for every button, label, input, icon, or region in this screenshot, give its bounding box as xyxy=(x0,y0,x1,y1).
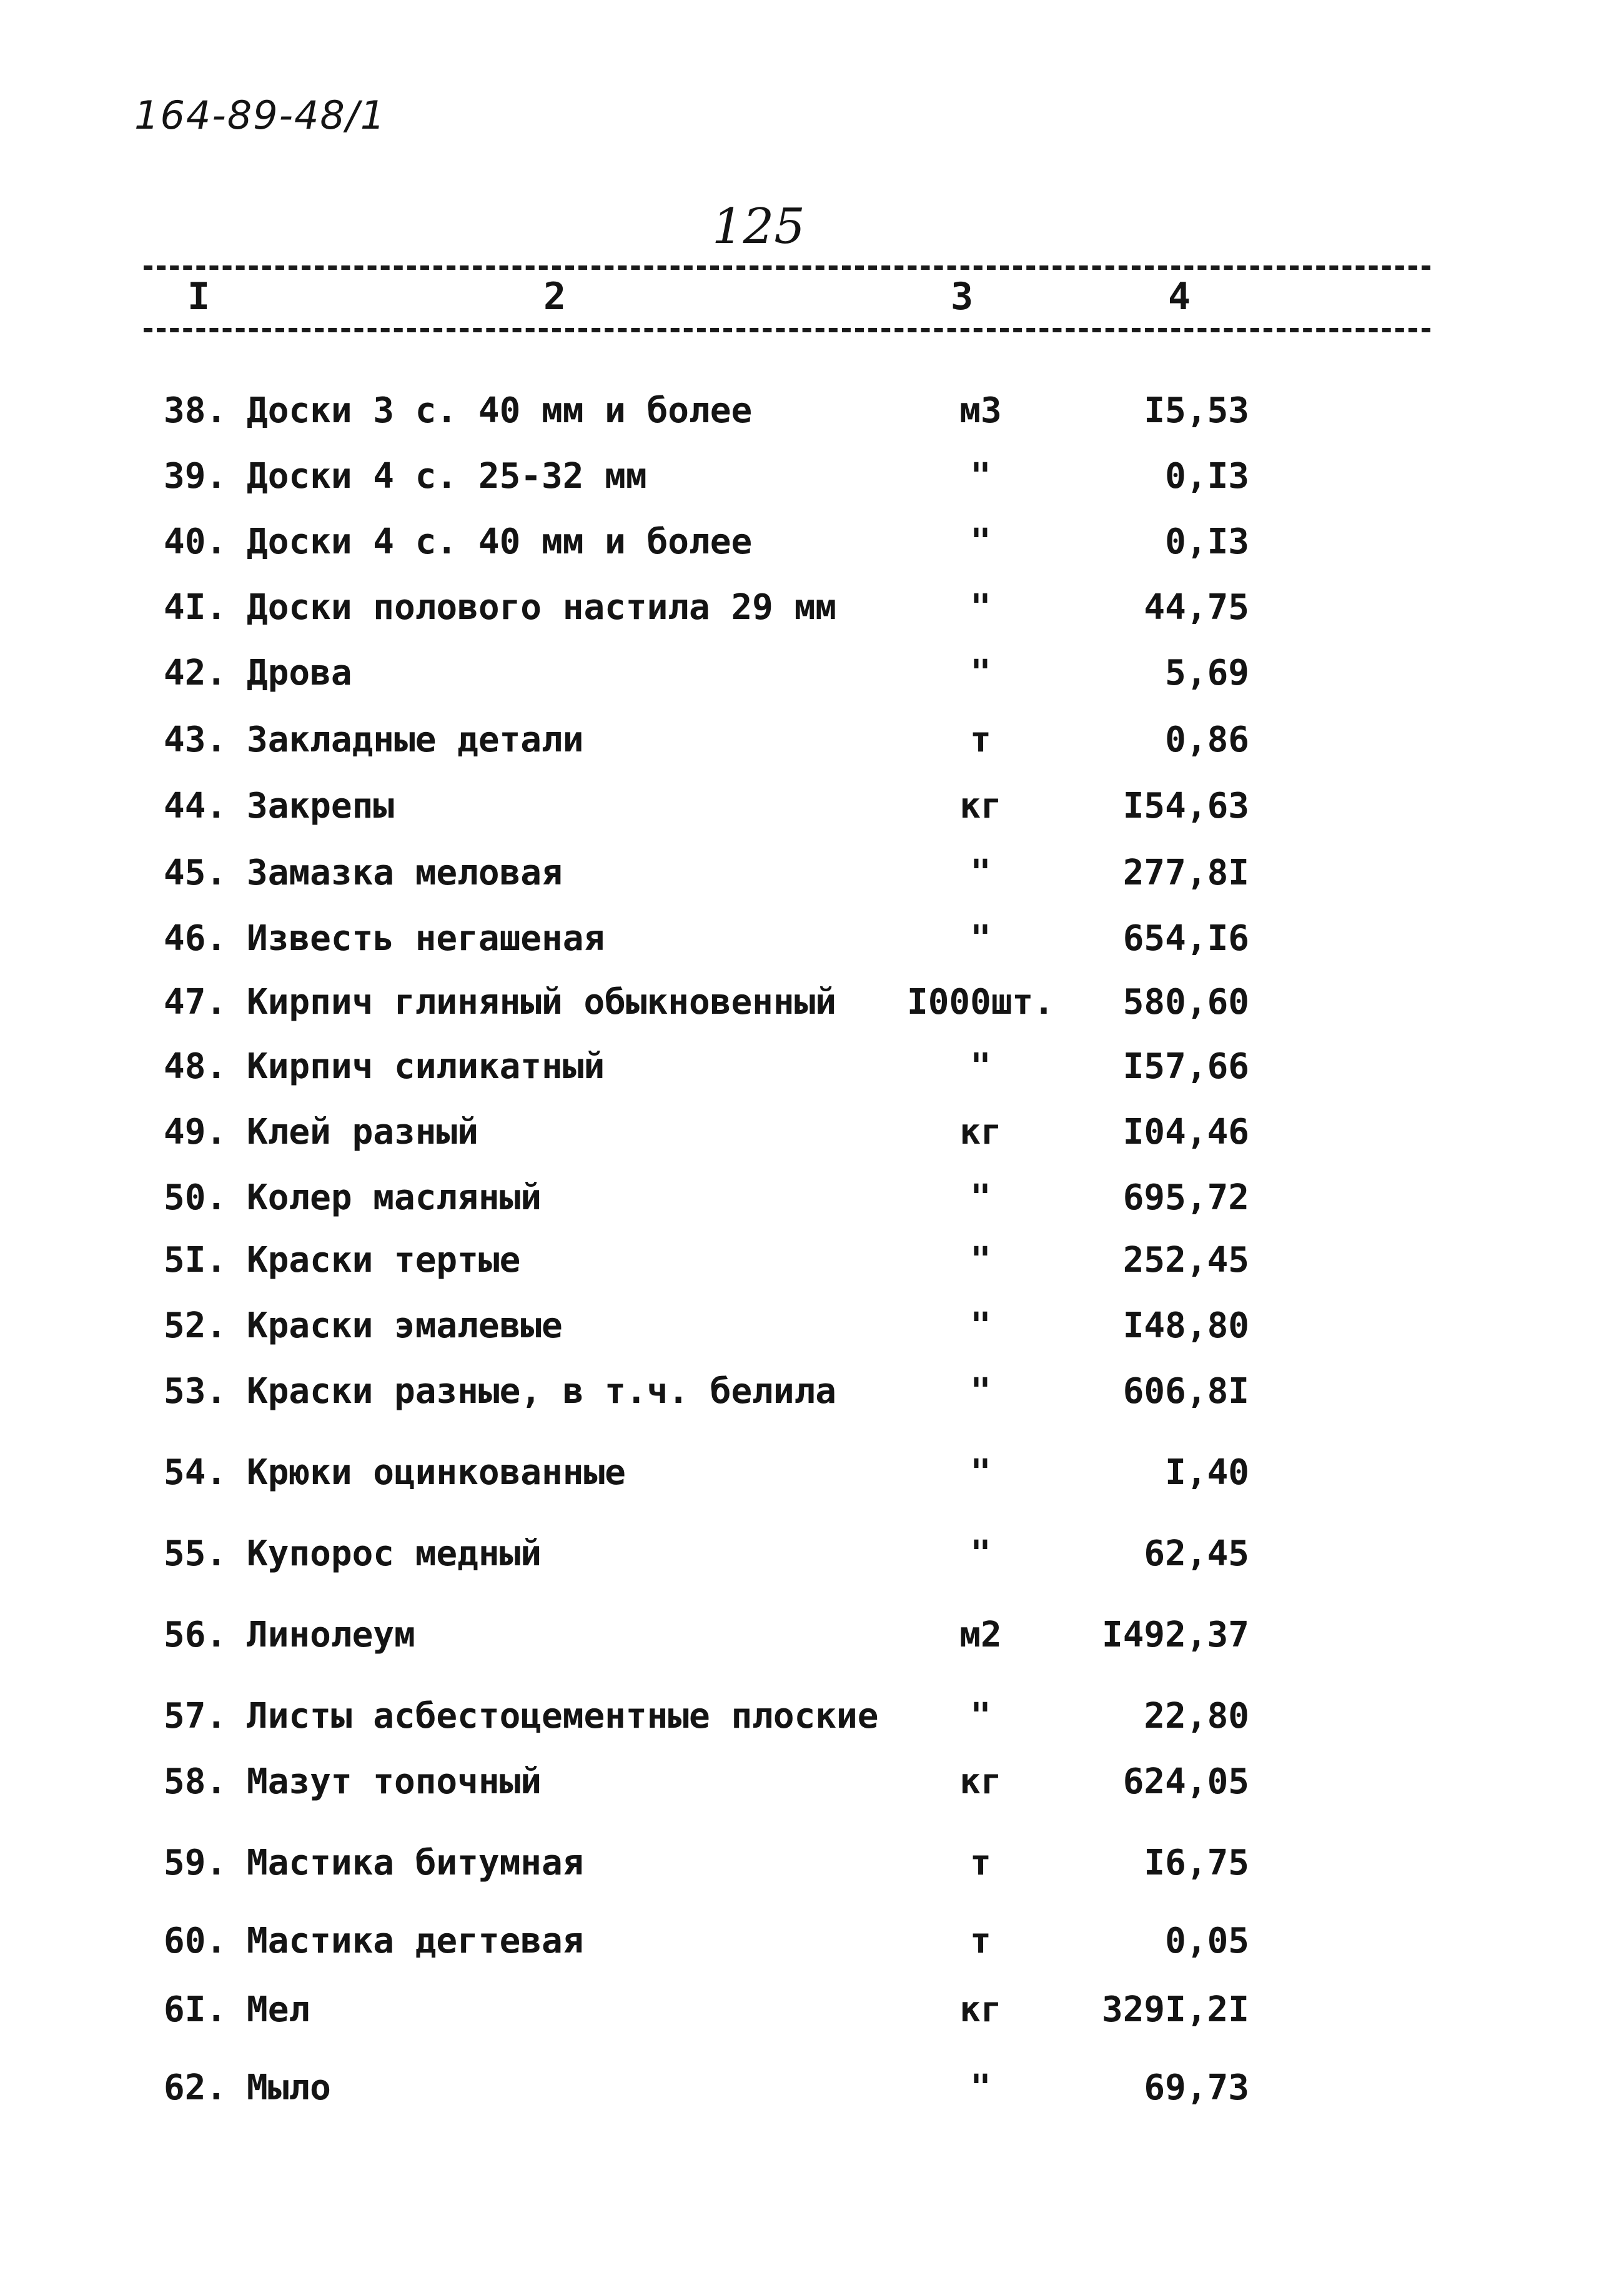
material-name: Закладные детали xyxy=(247,720,584,760)
quantity: 44,75 xyxy=(1144,587,1249,628)
table-row xyxy=(0,918,1624,968)
unit-of-measure: I000шт. xyxy=(906,982,1054,1023)
quantity: 0,I3 xyxy=(1165,456,1249,497)
table-row xyxy=(0,1615,1624,1665)
table-row xyxy=(0,1046,1624,1096)
row-number: 48. xyxy=(164,1046,227,1087)
quantity: 5,69 xyxy=(1165,653,1249,693)
material-name: Мастика битумная xyxy=(247,1843,584,1883)
unit-of-measure: кг xyxy=(959,1761,1002,1802)
column-header-3: 3 xyxy=(951,275,974,319)
quantity: I5,53 xyxy=(1144,390,1249,431)
quantity: 606,8I xyxy=(1122,1371,1249,1412)
table-row xyxy=(0,1177,1624,1227)
table-row xyxy=(0,1921,1624,1971)
material-name: Листы асбестоцементные плоские xyxy=(247,1696,879,1736)
quantity: 0,86 xyxy=(1165,720,1249,760)
material-name: Крюки оцинкованные xyxy=(247,1452,626,1493)
quantity: I48,80 xyxy=(1122,1305,1249,1346)
material-name: Закрепы xyxy=(247,786,395,826)
unit-of-measure: " xyxy=(970,1240,991,1280)
table-row xyxy=(0,2068,1624,2117)
table-row xyxy=(0,522,1624,572)
table-row xyxy=(0,1305,1624,1355)
unit-of-measure: кг xyxy=(959,1989,1002,2030)
material-name: Замазка меловая xyxy=(247,853,563,893)
quantity: 69,73 xyxy=(1144,2068,1249,2108)
table-row xyxy=(0,1371,1624,1421)
unit-of-measure: " xyxy=(970,1305,991,1346)
quantity: 654,I6 xyxy=(1122,918,1249,959)
quantity: 62,45 xyxy=(1144,1533,1249,1574)
row-number: 40. xyxy=(164,522,227,562)
quantity: I54,63 xyxy=(1122,786,1249,826)
table-row xyxy=(0,982,1624,1032)
table-row xyxy=(0,1696,1624,1746)
material-name: Мастика дегтевая xyxy=(247,1921,584,1961)
unit-of-measure: " xyxy=(970,1452,991,1493)
row-number: 59. xyxy=(164,1843,227,1883)
quantity: I492,37 xyxy=(1101,1615,1249,1655)
quantity: I57,66 xyxy=(1122,1046,1249,1087)
unit-of-measure: т xyxy=(970,1843,991,1883)
unit-of-measure: " xyxy=(970,1696,991,1736)
quantity: 22,80 xyxy=(1144,1696,1249,1736)
unit-of-measure: " xyxy=(970,2068,991,2108)
table-row xyxy=(0,1761,1624,1811)
material-name: Известь негашеная xyxy=(247,918,605,959)
material-name: Купорос медный xyxy=(247,1533,542,1574)
material-name: Доски 4 с. 25-32 мм xyxy=(247,456,647,497)
quantity: 580,60 xyxy=(1122,982,1249,1023)
material-name: Краски тертые xyxy=(247,1240,521,1280)
table-row xyxy=(0,456,1624,506)
table-row xyxy=(0,720,1624,770)
header-top-rule xyxy=(144,265,1430,270)
table-row xyxy=(0,1112,1624,1162)
material-name: Кирпич глиняный обыкновенный xyxy=(247,982,837,1023)
material-name: Дрова xyxy=(247,653,352,693)
unit-of-measure: " xyxy=(970,1371,991,1412)
material-name: Мыло xyxy=(247,2068,331,2108)
quantity: 695,72 xyxy=(1122,1177,1249,1218)
row-number: 56. xyxy=(164,1615,227,1655)
table-row xyxy=(0,1533,1624,1583)
material-name: Колер масляный xyxy=(247,1177,542,1218)
row-number: 6I. xyxy=(164,1989,227,2030)
unit-of-measure: м2 xyxy=(959,1615,1002,1655)
unit-of-measure: кг xyxy=(959,1112,1002,1152)
row-number: 45. xyxy=(164,853,227,893)
quantity: 329I,2I xyxy=(1101,1989,1249,2030)
row-number: 58. xyxy=(164,1761,227,1802)
table-row xyxy=(0,1452,1624,1502)
column-header-4: 4 xyxy=(1168,275,1191,319)
row-number: 47. xyxy=(164,982,227,1023)
row-number: 46. xyxy=(164,918,227,959)
row-number: 44. xyxy=(164,786,227,826)
row-number: 52. xyxy=(164,1305,227,1346)
table-row xyxy=(0,653,1624,703)
row-number: 62. xyxy=(164,2068,227,2108)
unit-of-measure: " xyxy=(970,1177,991,1218)
material-name: Доски полового настила 29 мм xyxy=(247,587,837,628)
material-name: Краски эмалевые xyxy=(247,1305,563,1346)
quantity: 0,I3 xyxy=(1165,522,1249,562)
row-number: 57. xyxy=(164,1696,227,1736)
row-number: 38. xyxy=(164,390,227,431)
column-header-1: I xyxy=(187,275,210,319)
row-number: 5I. xyxy=(164,1240,227,1280)
quantity: I04,46 xyxy=(1122,1112,1249,1152)
material-name: Краски разные, в т.ч. белила xyxy=(247,1371,837,1412)
row-number: 49. xyxy=(164,1112,227,1152)
quantity: 277,8I xyxy=(1122,853,1249,893)
unit-of-measure: " xyxy=(970,853,991,893)
unit-of-measure: " xyxy=(970,653,991,693)
table-row xyxy=(0,390,1624,440)
material-name: Линолеум xyxy=(247,1615,415,1655)
material-name: Доски 4 с. 40 мм и более xyxy=(247,522,753,562)
quantity: I6,75 xyxy=(1144,1843,1249,1883)
material-name: Мазут топочный xyxy=(247,1761,542,1802)
material-name: Мел xyxy=(247,1989,310,2030)
row-number: 4I. xyxy=(164,587,227,628)
row-number: 43. xyxy=(164,720,227,760)
quantity: 0,05 xyxy=(1165,1921,1249,1961)
table-row xyxy=(0,587,1624,637)
document-code: 164-89-48/1 xyxy=(134,92,387,138)
table-row xyxy=(0,786,1624,836)
unit-of-measure: " xyxy=(970,1046,991,1087)
header-bottom-rule xyxy=(144,328,1430,332)
row-number: 50. xyxy=(164,1177,227,1218)
row-number: 53. xyxy=(164,1371,227,1412)
row-number: 54. xyxy=(164,1452,227,1493)
table-row xyxy=(0,1240,1624,1290)
table-row xyxy=(0,853,1624,903)
unit-of-measure: " xyxy=(970,918,991,959)
table-row xyxy=(0,1843,1624,1893)
quantity: 624,05 xyxy=(1122,1761,1249,1802)
row-number: 39. xyxy=(164,456,227,497)
unit-of-measure: " xyxy=(970,1533,991,1574)
row-number: 42. xyxy=(164,653,227,693)
unit-of-measure: " xyxy=(970,522,991,562)
unit-of-measure: т xyxy=(970,720,991,760)
unit-of-measure: " xyxy=(970,587,991,628)
material-name: Доски 3 с. 40 мм и более xyxy=(247,390,753,431)
table-row xyxy=(0,1989,1624,2039)
row-number: 55. xyxy=(164,1533,227,1574)
unit-of-measure: " xyxy=(970,456,991,497)
column-header-2: 2 xyxy=(543,275,567,319)
quantity: 252,45 xyxy=(1122,1240,1249,1280)
row-number: 60. xyxy=(164,1921,227,1961)
quantity: I,40 xyxy=(1165,1452,1249,1493)
material-name: Клей разный xyxy=(247,1112,478,1152)
unit-of-measure: м3 xyxy=(959,390,1002,431)
page-number: 125 xyxy=(712,199,805,255)
unit-of-measure: т xyxy=(970,1921,991,1961)
unit-of-measure: кг xyxy=(959,786,1002,826)
material-name: Кирпич силикатный xyxy=(247,1046,605,1087)
